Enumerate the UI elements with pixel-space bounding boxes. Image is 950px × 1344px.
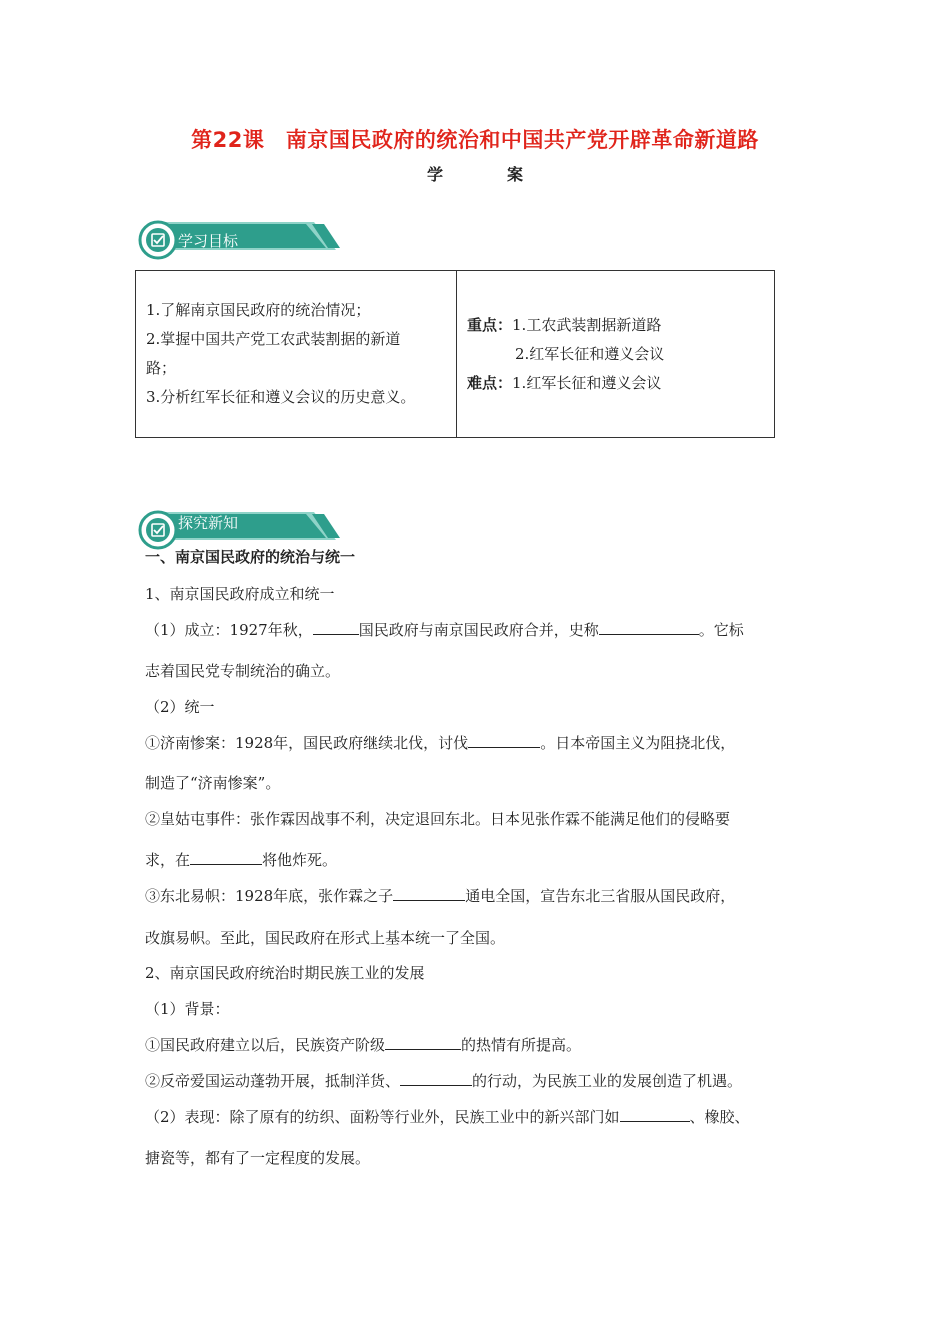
fill-in-line: 求，在 将他炸死。: [145, 851, 338, 869]
banner-label: 探究新知: [178, 514, 239, 532]
goals-list: [136, 271, 457, 438]
lesson-title: 第22课 南京国民政府的统治和中国共产党开辟革命新道路: [191, 128, 759, 152]
blank[interactable]: [385, 1035, 461, 1050]
difficulty-label: 难点：: [467, 373, 513, 392]
check-icon: [136, 218, 180, 262]
learning-goals-banner: [136, 218, 342, 262]
fill-in-line: （1）成立：1927年秋， 国民政府与南京国民政府合并，史称 。它标: [145, 621, 744, 639]
blank[interactable]: [313, 620, 359, 635]
goal-item: 2.掌握中国共产党工农武装割据的新道: [146, 330, 401, 348]
blank[interactable]: [400, 1071, 472, 1086]
paragraph: （2）统一: [145, 698, 215, 716]
key-point: 1.工农武装割据新道路: [512, 315, 662, 334]
fill-in-line: ①济南惨案：1928年，国民政府继续北伐，讨伐 。日本帝国主义为阻挠北伐，: [145, 734, 736, 752]
blank[interactable]: [468, 733, 540, 748]
goals-table: [135, 270, 775, 438]
paragraph: 制造了“济南惨案”。: [145, 774, 281, 792]
banner-label: 学习目标: [178, 232, 239, 250]
paragraph: 改旗易帜。至此，国民政府在形式上基本统一了全国。: [145, 929, 506, 947]
section-heading: 一、南京国民政府的统治与统一: [145, 548, 356, 566]
blank[interactable]: [393, 886, 465, 901]
paragraph: ②皇姑屯事件：张作霖因战事不利，决定退回东北。日本见张作霖不能满足他们的侵略要: [145, 810, 731, 828]
blank[interactable]: [599, 620, 699, 635]
goal-item: 1.了解南京国民政府的统治情况；: [146, 301, 371, 319]
fill-in-line: ①国民政府建立以后，民族资产阶级 的热情有所提高。: [145, 1036, 582, 1054]
lesson-subtitle: 学 案: [426, 165, 547, 184]
key-points: [457, 271, 775, 438]
fill-in-line: （2）表现：除了原有的纺织、面粉等行业外，民族工业中的新兴部门如 、橡胶、: [145, 1108, 750, 1126]
difficulty-point: 1.红军长征和遵义会议: [512, 373, 662, 392]
key-label: 重点：: [467, 315, 513, 334]
fill-in-line: ②反帝爱国运动蓬勃开展，抵制洋货、 的行动，为民族工业的发展创造了机遇。: [145, 1072, 743, 1090]
blank[interactable]: [620, 1107, 690, 1122]
paragraph: 2、南京国民政府统治时期民族工业的发展: [145, 964, 425, 982]
paragraph: 搪瓷等，都有了一定程度的发展。: [145, 1149, 371, 1167]
goal-item: 路；: [146, 359, 177, 377]
fill-in-line: ③东北易帜：1928年底，张作霖之子 通电全国，宣告东北三省服从国民政府，: [145, 887, 736, 905]
key-point: 2.红军长征和遵义会议: [515, 344, 665, 363]
paragraph: 1、南京国民政府成立和统一: [145, 585, 335, 603]
paragraph: （1）背景：: [145, 1000, 230, 1018]
paragraph: 志着国民党专制统治的确立。: [145, 662, 341, 680]
blank[interactable]: [190, 850, 262, 865]
goal-item: 3.分析红军长征和遵义会议的历史意义。: [146, 388, 416, 406]
